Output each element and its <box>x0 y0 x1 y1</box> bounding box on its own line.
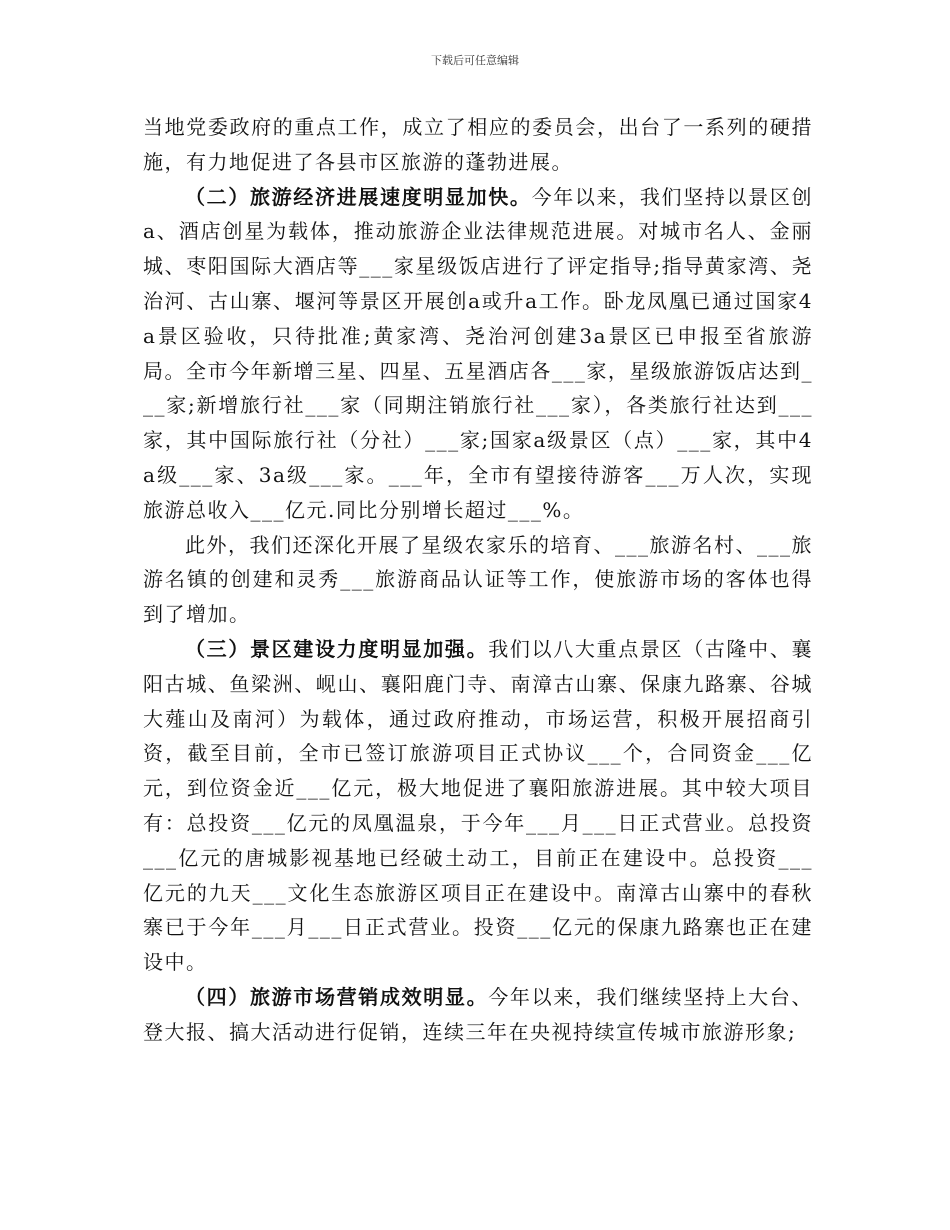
paragraph-text: 我们以八大重点景区（古隆中、襄阳古城、鱼梁洲、岘山、襄阳鹿门寺、南漳古山寨、保康九路寨、谷城大薤山及南河）为载体，通过政府推动，市场运营，积极开展招商引资，截至目前，全市已签订旅游项目正式协议___个，合同资金___亿元，到位资金近___亿元，极大地促进了襄阳旅游进展。其中较大项目有：总投资___亿元的凤凰温泉，于今年___月___日正式营业。总投资___亿元的唐城影视基地已经破土动工，目前正在建设中。总投资___亿元的九天___文化生态旅游区项目正在建设中。南漳古山寨中的春秋寨已于今年___月___日正式营业。投资___亿元的保康九路寨也正在建设中。 <box>143 636 813 975</box>
paragraph-text: 今年以来，我们继续坚持上大台、登大报、搞大活动进行促销，连续三年在央视持续宣传城市旅游形象; <box>143 984 813 1044</box>
page-header: 下载后可任意编辑 <box>431 54 519 67</box>
document-body <box>143 110 813 1050</box>
paragraph-text: 当地党委政府的重点工作，成立了相应的委员会，出台了一系列的硬措施，有力地促进了各县市区旅游的蓬勃进展。 <box>143 115 813 174</box>
paragraph-heading: （二）旅游经济进展速度明显加快。 <box>185 184 532 209</box>
paragraph-tourism-economy <box>143 180 813 528</box>
paragraph-additional-work <box>143 528 813 632</box>
paragraph-text: 此外，我们还深化开展了星级农家乐的培育、___旅游名村、___旅游名镇的创建和灵秀___旅游商品认证等工作，使旅游市场的客体也得到了增加。 <box>143 532 813 627</box>
paragraph-text: 今年以来，我们坚持以景区创a、酒店创星为载体，推动旅游企业法律规范进展。对城市名人、金丽城、枣阳国际大酒店等___家星级饭店进行了评定指导;指导黄家湾、尧治河、古山寨、堰河等景区开展创a或升a工作。卧龙凤凰已通过国家4a景区验收，只待批准;黄家湾、尧治河创建3a景区已申报至省旅游局。全市今年新增三星、四星、五星酒店各___家，星级旅游饭店达到___家;新增旅行社___家（同期注销旅行社___家），各类旅行社达到___家，其中国际旅行社（分社）___家;国家a级景区（点）___家，其中4a级___家、3a级___家。___年，全市有望接待游客___万人次，实现旅游总收入___亿元.同比分别增长超过___%。 <box>143 184 814 522</box>
paragraph-heading: （四）旅游市场营销成效明显。 <box>185 984 489 1009</box>
paragraph-heading: （三）景区建设力度明显加强。 <box>185 636 489 661</box>
paragraph-marketing <box>143 980 813 1050</box>
paragraph-scenic-construction <box>143 632 813 980</box>
paragraph-continuation <box>143 110 813 180</box>
